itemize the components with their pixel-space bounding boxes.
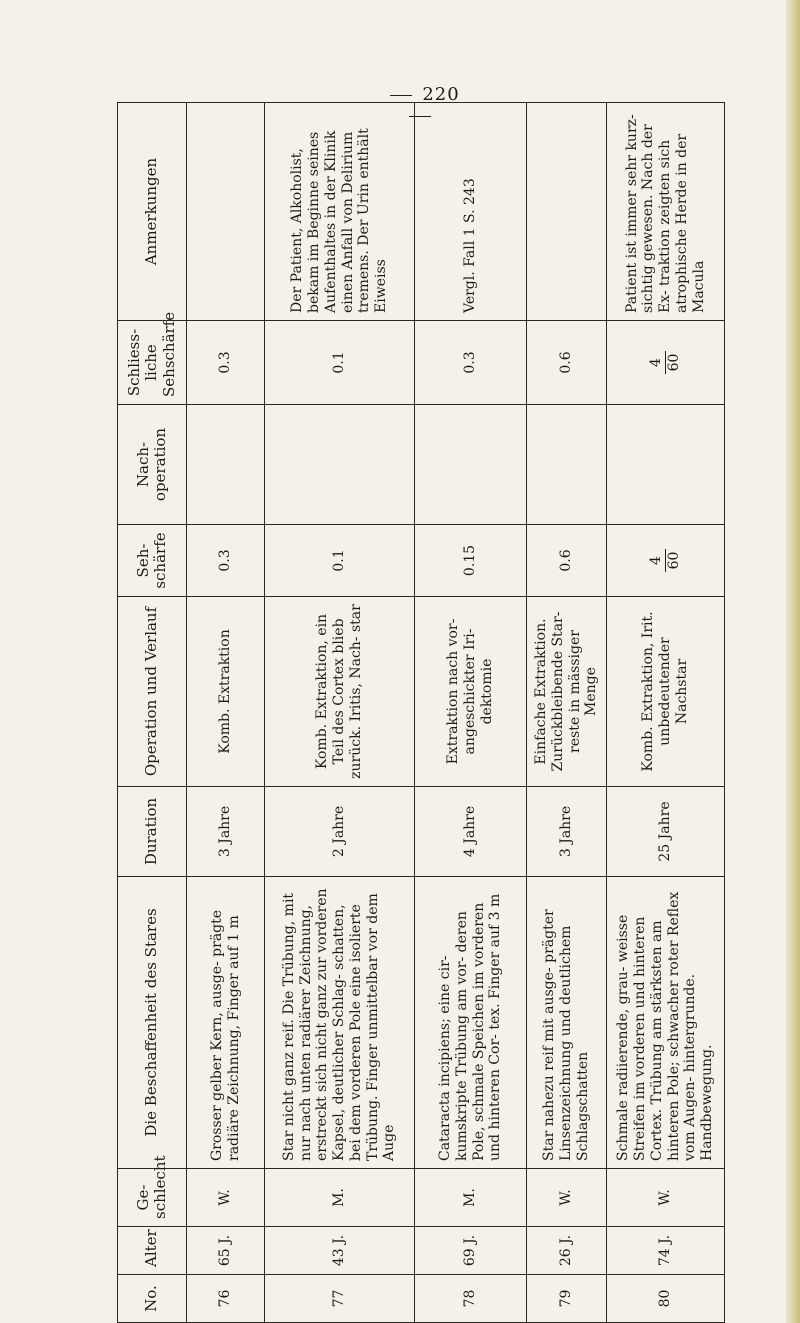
cell-no: 80 (607, 1275, 725, 1323)
cell-duration: 25 Jahre (607, 787, 725, 877)
header-no: No. (118, 1275, 187, 1323)
cell-operation: Einfache Extraktion. Zurückbleibende Star- reste in mässiger Menge (527, 597, 607, 787)
cell-anmerkungen: Patient ist immer sehr kurz- sichtig gewesen. Nach der Ex- traktion zeigten sich atrophische Herde in der Macula (607, 103, 725, 321)
table-row (607, 103, 725, 1323)
cell-alter: 69 J. (415, 1227, 527, 1275)
fraction (648, 351, 683, 375)
cell-duration: 3 Jahre (527, 787, 607, 877)
table-row (187, 103, 265, 1323)
cell-nachoperation (415, 405, 527, 525)
cell-anmerkungen: Vergl. Fall 1 S. 243 (415, 103, 527, 321)
cell-schliessliche: 0.3 (187, 321, 265, 405)
cell-geschlecht: M. (415, 1169, 527, 1227)
cell-nachoperation (187, 405, 265, 525)
cell-geschlecht: M. (265, 1169, 415, 1227)
cell-nachoperation (527, 405, 607, 525)
cell-schliessliche: 0.1 (265, 321, 415, 405)
header-duration: Duration (118, 787, 187, 877)
table-row (415, 103, 527, 1323)
cell-anmerkungen (527, 103, 607, 321)
fraction-numerator: 4 (648, 351, 666, 375)
table-row (527, 103, 607, 1323)
cell-anmerkungen (187, 103, 265, 321)
cell-operation: Extraktion nach vor- angeschickter Iri- dektomie (415, 597, 527, 787)
cell-stares: Schmale radiierende, grau- weisse Streifen im vorderen und hinteren Cortex. Trübung am stärksten am hinteren Pole; schwacher roter Reflex vom Augen- hintergrunde. Handbewegung. (607, 877, 725, 1169)
cell-operation: Komb. Extraktion (187, 597, 265, 787)
header-anmerkungen: Anmerkungen (118, 103, 187, 321)
header-operation: Operation und Verlauf (118, 597, 187, 787)
cell-sehschaerfe: 0.15 (415, 525, 527, 597)
cell-stares: Cataracta incipiens; eine cir- kumskripte Trübung am vor- deren Pole, schmale Speichen im vorderen und hinteren Cor- tex. Finger auf 3 m (415, 877, 527, 1169)
cell-schliessliche (607, 321, 725, 405)
fraction-denominator: 60 (666, 551, 682, 570)
header-alter: Alter (118, 1227, 187, 1275)
cell-alter: 26 J. (527, 1227, 607, 1275)
cell-no: 78 (415, 1275, 527, 1323)
cell-stares: Grosser gelber Kern, ausge- prägte radiäre Zeichnung, Finger auf 1 m (187, 877, 265, 1169)
cell-duration: 3 Jahre (187, 787, 265, 877)
cell-sehschaerfe: 0.6 (527, 525, 607, 597)
header-sehschaerfe: Seh- schärfe (118, 525, 187, 597)
table-row (265, 103, 415, 1323)
rotated-table-wrapper (117, 103, 715, 1323)
cell-sehschaerfe: 0.1 (265, 525, 415, 597)
cell-no: 76 (187, 1275, 265, 1323)
cataract-cases-table (117, 102, 725, 1323)
cell-geschlecht: W. (527, 1169, 607, 1227)
cell-sehschaerfe (607, 525, 725, 597)
cell-alter: 74 J. (607, 1227, 725, 1275)
cell-schliessliche: 0.6 (527, 321, 607, 405)
cell-anmerkungen: Der Patient, Alkoholist, bekam im Beginne seines Aufenthaltes in der Klinik einen Anfall von Delirium tremens. Der Urin enthält Eiweiss (265, 103, 415, 321)
fraction-denominator: 60 (666, 353, 682, 372)
cell-alter: 65 J. (187, 1227, 265, 1275)
header-stares: Die Beschaffenheit des Stares (118, 877, 187, 1169)
table-header-row (118, 103, 187, 1323)
cell-sehschaerfe: 0.3 (187, 525, 265, 597)
fraction (648, 549, 683, 573)
page-edge (786, 0, 800, 1323)
header-schliessliche: Schliess- liche Sehschärfe (118, 321, 187, 405)
cell-duration: 4 Jahre (415, 787, 527, 877)
cell-alter: 43 J. (265, 1227, 415, 1275)
cell-geschlecht: W. (187, 1169, 265, 1227)
cell-nachoperation (265, 405, 415, 525)
cell-stares: Star nicht ganz reif. Die Trübung, mit nur nach unten radiärer Zeichnung, erstreckt sich nicht ganz zur vorderen Kapsel, deutlicher Schlag- schatten, bei dem vorderen Pole eine isolierte Trübung. Finger unmittelbar vor dem Auge (265, 877, 415, 1169)
cell-duration: 2 Jahre (265, 787, 415, 877)
header-geschlecht: Ge- schlecht (118, 1169, 187, 1227)
cell-operation: Komb. Extraktion, Irit. unbedeutender Nachstar (607, 597, 725, 787)
cell-stares: Star nahezu reif mit ausge- prägter Linsenzeichnung und deutlichem Schlagschatten (527, 877, 607, 1169)
header-nachoperation: Nach- operation (118, 405, 187, 525)
cell-no: 79 (527, 1275, 607, 1323)
cell-no: 77 (265, 1275, 415, 1323)
cell-operation: Komb. Extraktion, ein Teil des Cortex blieb zurück. Iritis, Nach- star (265, 597, 415, 787)
page-number-text: 220 (422, 84, 460, 105)
cell-nachoperation (607, 405, 725, 525)
cell-schliessliche: 0.3 (415, 321, 527, 405)
fraction-numerator: 4 (648, 549, 666, 573)
cell-geschlecht: W. (607, 1169, 725, 1227)
